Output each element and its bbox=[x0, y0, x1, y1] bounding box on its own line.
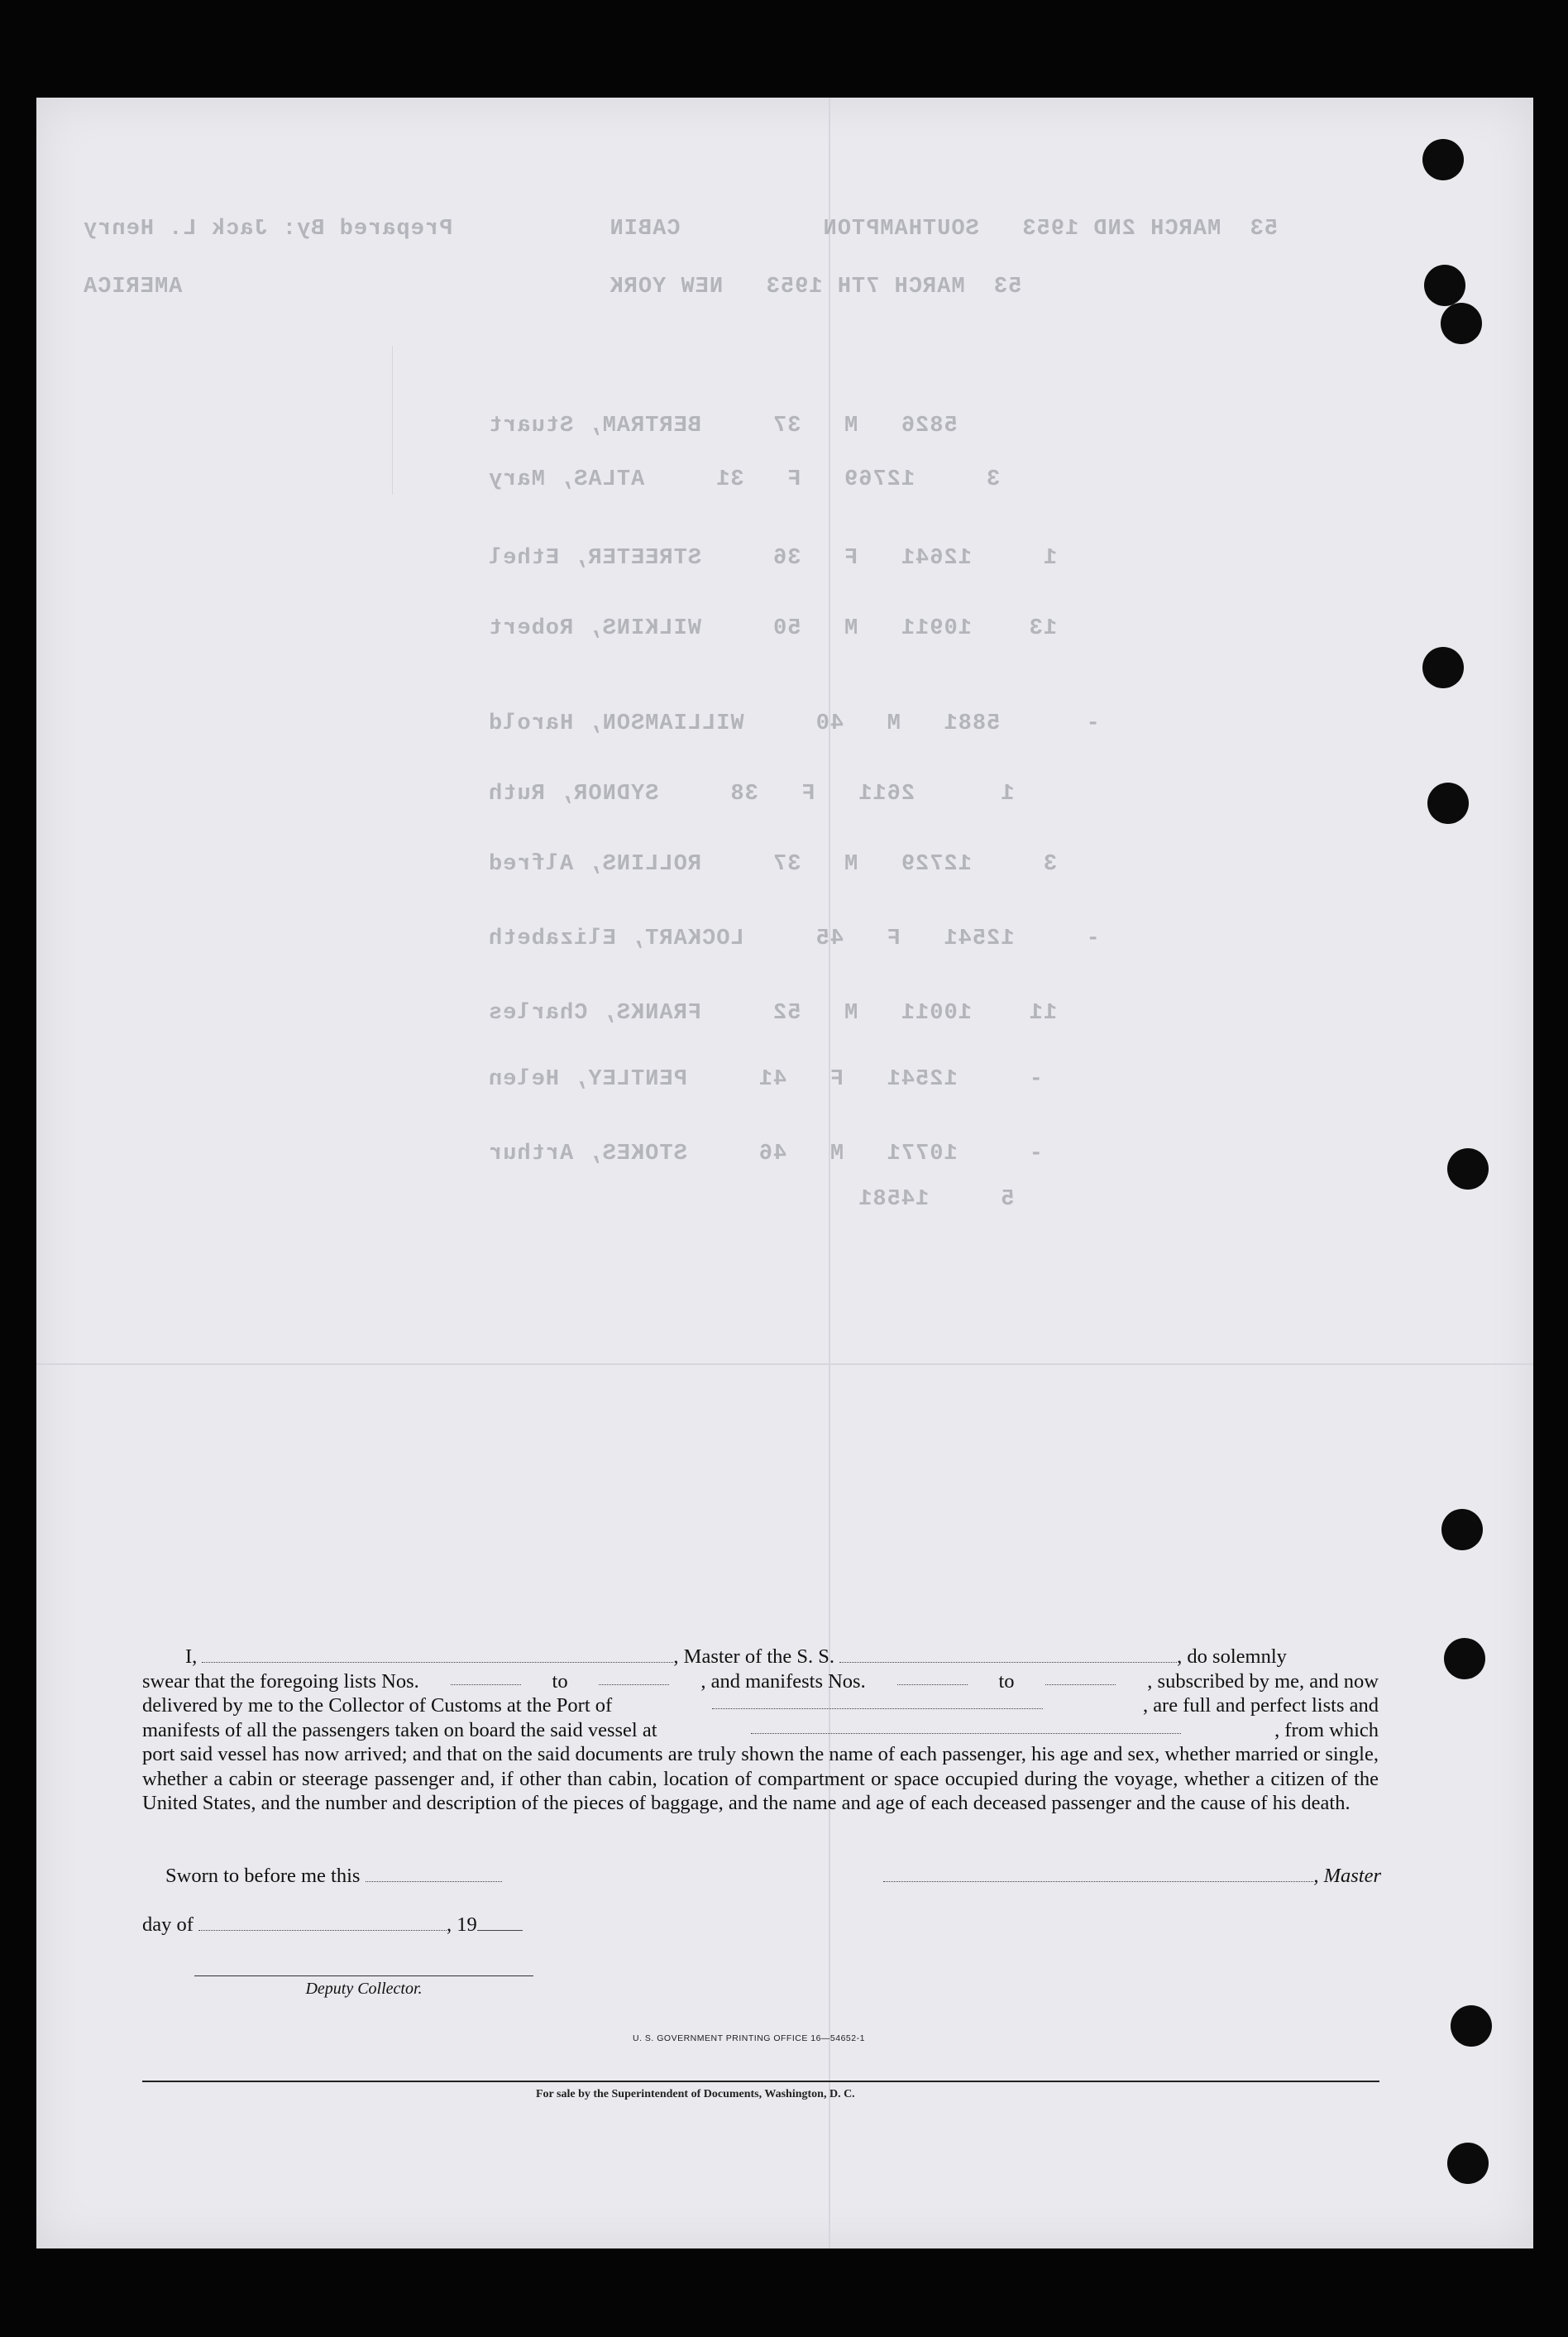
oath-line-1 bbox=[142, 1645, 1379, 1669]
for-sale-note: For sale by the Superintendent of Documents, Washington, D. C. bbox=[536, 2088, 855, 2100]
manifests-to-blank[interactable] bbox=[1045, 1669, 1116, 1685]
oath-master-of-ss: , Master of the S. S. bbox=[673, 1645, 835, 1668]
master-label: , Master bbox=[1313, 1865, 1381, 1887]
binder-hole bbox=[1441, 303, 1482, 344]
oath-subscribed: , subscribed by me, and now bbox=[1147, 1669, 1379, 1693]
oath-line-4 bbox=[142, 1718, 1379, 1743]
binder-hole bbox=[1424, 265, 1465, 306]
lists-to-blank[interactable] bbox=[599, 1669, 669, 1685]
master-signature-blank[interactable] bbox=[883, 1866, 1313, 1882]
port-blank[interactable] bbox=[712, 1693, 1043, 1709]
bleed-through: 53 MARCH 2ND 1953 SOUTHAMPTON CABIN Prepared By: Jack L. Henry bbox=[83, 217, 1279, 242]
oath-from-which: , from which bbox=[1274, 1718, 1379, 1741]
oath-line-2 bbox=[142, 1669, 1379, 1694]
oath-body: port said vessel has now arrived; and that on the said documents are truly shown the name of each passenger, his age and sex, whether married or single, whether a cabin or steerage passenger and, if other than cabin, location of compartment or space occupied during the voyage, whether a citizen of the United States, and the number and description of the pieces of baggage, and the name and age of each deceased passenger and the cause of his death. bbox=[142, 1743, 1379, 1814]
deputy-collector-signature: Deputy Collector. bbox=[194, 1975, 533, 1999]
manifests-from-blank[interactable] bbox=[897, 1669, 968, 1685]
oath-do-solemnly: , do solemnly bbox=[1177, 1645, 1287, 1668]
column-rule bbox=[392, 346, 393, 495]
oath-i: I, bbox=[185, 1645, 198, 1668]
footer-rule bbox=[142, 2081, 1379, 2082]
binder-hole bbox=[1451, 2005, 1492, 2047]
oath-to-1: to bbox=[552, 1669, 568, 1693]
day-of-label: day of bbox=[142, 1913, 194, 1936]
bleed-through: 5 14581 bbox=[488, 1187, 1015, 1212]
sworn-label bbox=[165, 1865, 502, 1888]
fold-line bbox=[36, 1363, 1533, 1365]
bleed-through: 3 12729 M 37 ROLLINS, Alfred bbox=[488, 852, 1058, 877]
binder-hole bbox=[1427, 783, 1469, 824]
sworn-text: Sworn to before me this bbox=[165, 1865, 361, 1887]
vessel-name-blank[interactable] bbox=[839, 1647, 1177, 1663]
binder-hole bbox=[1444, 1638, 1485, 1679]
day-of-line bbox=[142, 1913, 523, 1937]
master-oath bbox=[142, 1645, 1379, 1816]
binder-hole bbox=[1422, 139, 1464, 180]
binder-hole bbox=[1422, 647, 1464, 688]
binder-hole bbox=[1441, 1509, 1483, 1550]
oath-line-3 bbox=[142, 1693, 1379, 1718]
printing-office-note: U. S. GOVERNMENT PRINTING OFFICE 16—54652-1 bbox=[633, 2033, 865, 2043]
master-signature bbox=[864, 1865, 1381, 1888]
bleed-through: 53 MARCH 7TH 1953 NEW YORK AMERICA bbox=[83, 275, 1022, 299]
bleed-through: 1 2611 F 38 SYDNOR, Ruth bbox=[488, 782, 1015, 807]
oath-manifests-of: manifests of all the passengers taken on board the said vessel at bbox=[142, 1718, 657, 1741]
sworn-date-blank[interactable] bbox=[366, 1866, 502, 1882]
oath-swear: swear that the foregoing lists Nos. bbox=[142, 1669, 419, 1693]
departure-port-blank[interactable] bbox=[751, 1718, 1181, 1734]
bleed-through: 5826 M 37 BERTRAM, Stuart bbox=[488, 414, 1072, 438]
bleed-through: - 12541 F 41 PENTLEY, Helen bbox=[488, 1067, 1043, 1092]
bleed-through: - 12541 F 45 LOCKART, Elizabeth bbox=[488, 927, 1100, 951]
bleed-through: - 5881 M 40 WILLIAMSON, Harold bbox=[488, 711, 1100, 736]
bleed-through: 1 12641 F 36 STREETER, Ethel bbox=[488, 546, 1058, 571]
lists-from-blank[interactable] bbox=[451, 1669, 521, 1685]
bleed-through: 3 12769 F 31 ATLAS, Mary bbox=[488, 467, 1001, 492]
oath-and-manifests: , and manifests Nos. bbox=[700, 1669, 866, 1693]
year-blank[interactable] bbox=[477, 1915, 523, 1931]
bleed-through: 11 10011 M 52 FRANKS, Charles bbox=[488, 1001, 1058, 1026]
bleed-through: 13 10911 M 50 WILKINS, Robert bbox=[488, 616, 1058, 641]
master-name-blank[interactable] bbox=[202, 1647, 673, 1663]
oath-to-2: to bbox=[998, 1669, 1015, 1693]
month-blank[interactable] bbox=[198, 1915, 447, 1931]
oath-delivered: delivered by me to the Collector of Customs at the Port of bbox=[142, 1694, 613, 1717]
year-prefix: , 19 bbox=[447, 1913, 477, 1936]
bleed-through: - 10771 M 46 STOKES, Arthur bbox=[488, 1142, 1043, 1166]
oath-full-lists: , are full and perfect lists and bbox=[1142, 1694, 1379, 1717]
binder-hole bbox=[1447, 2143, 1489, 2184]
binder-hole bbox=[1447, 1148, 1489, 1190]
